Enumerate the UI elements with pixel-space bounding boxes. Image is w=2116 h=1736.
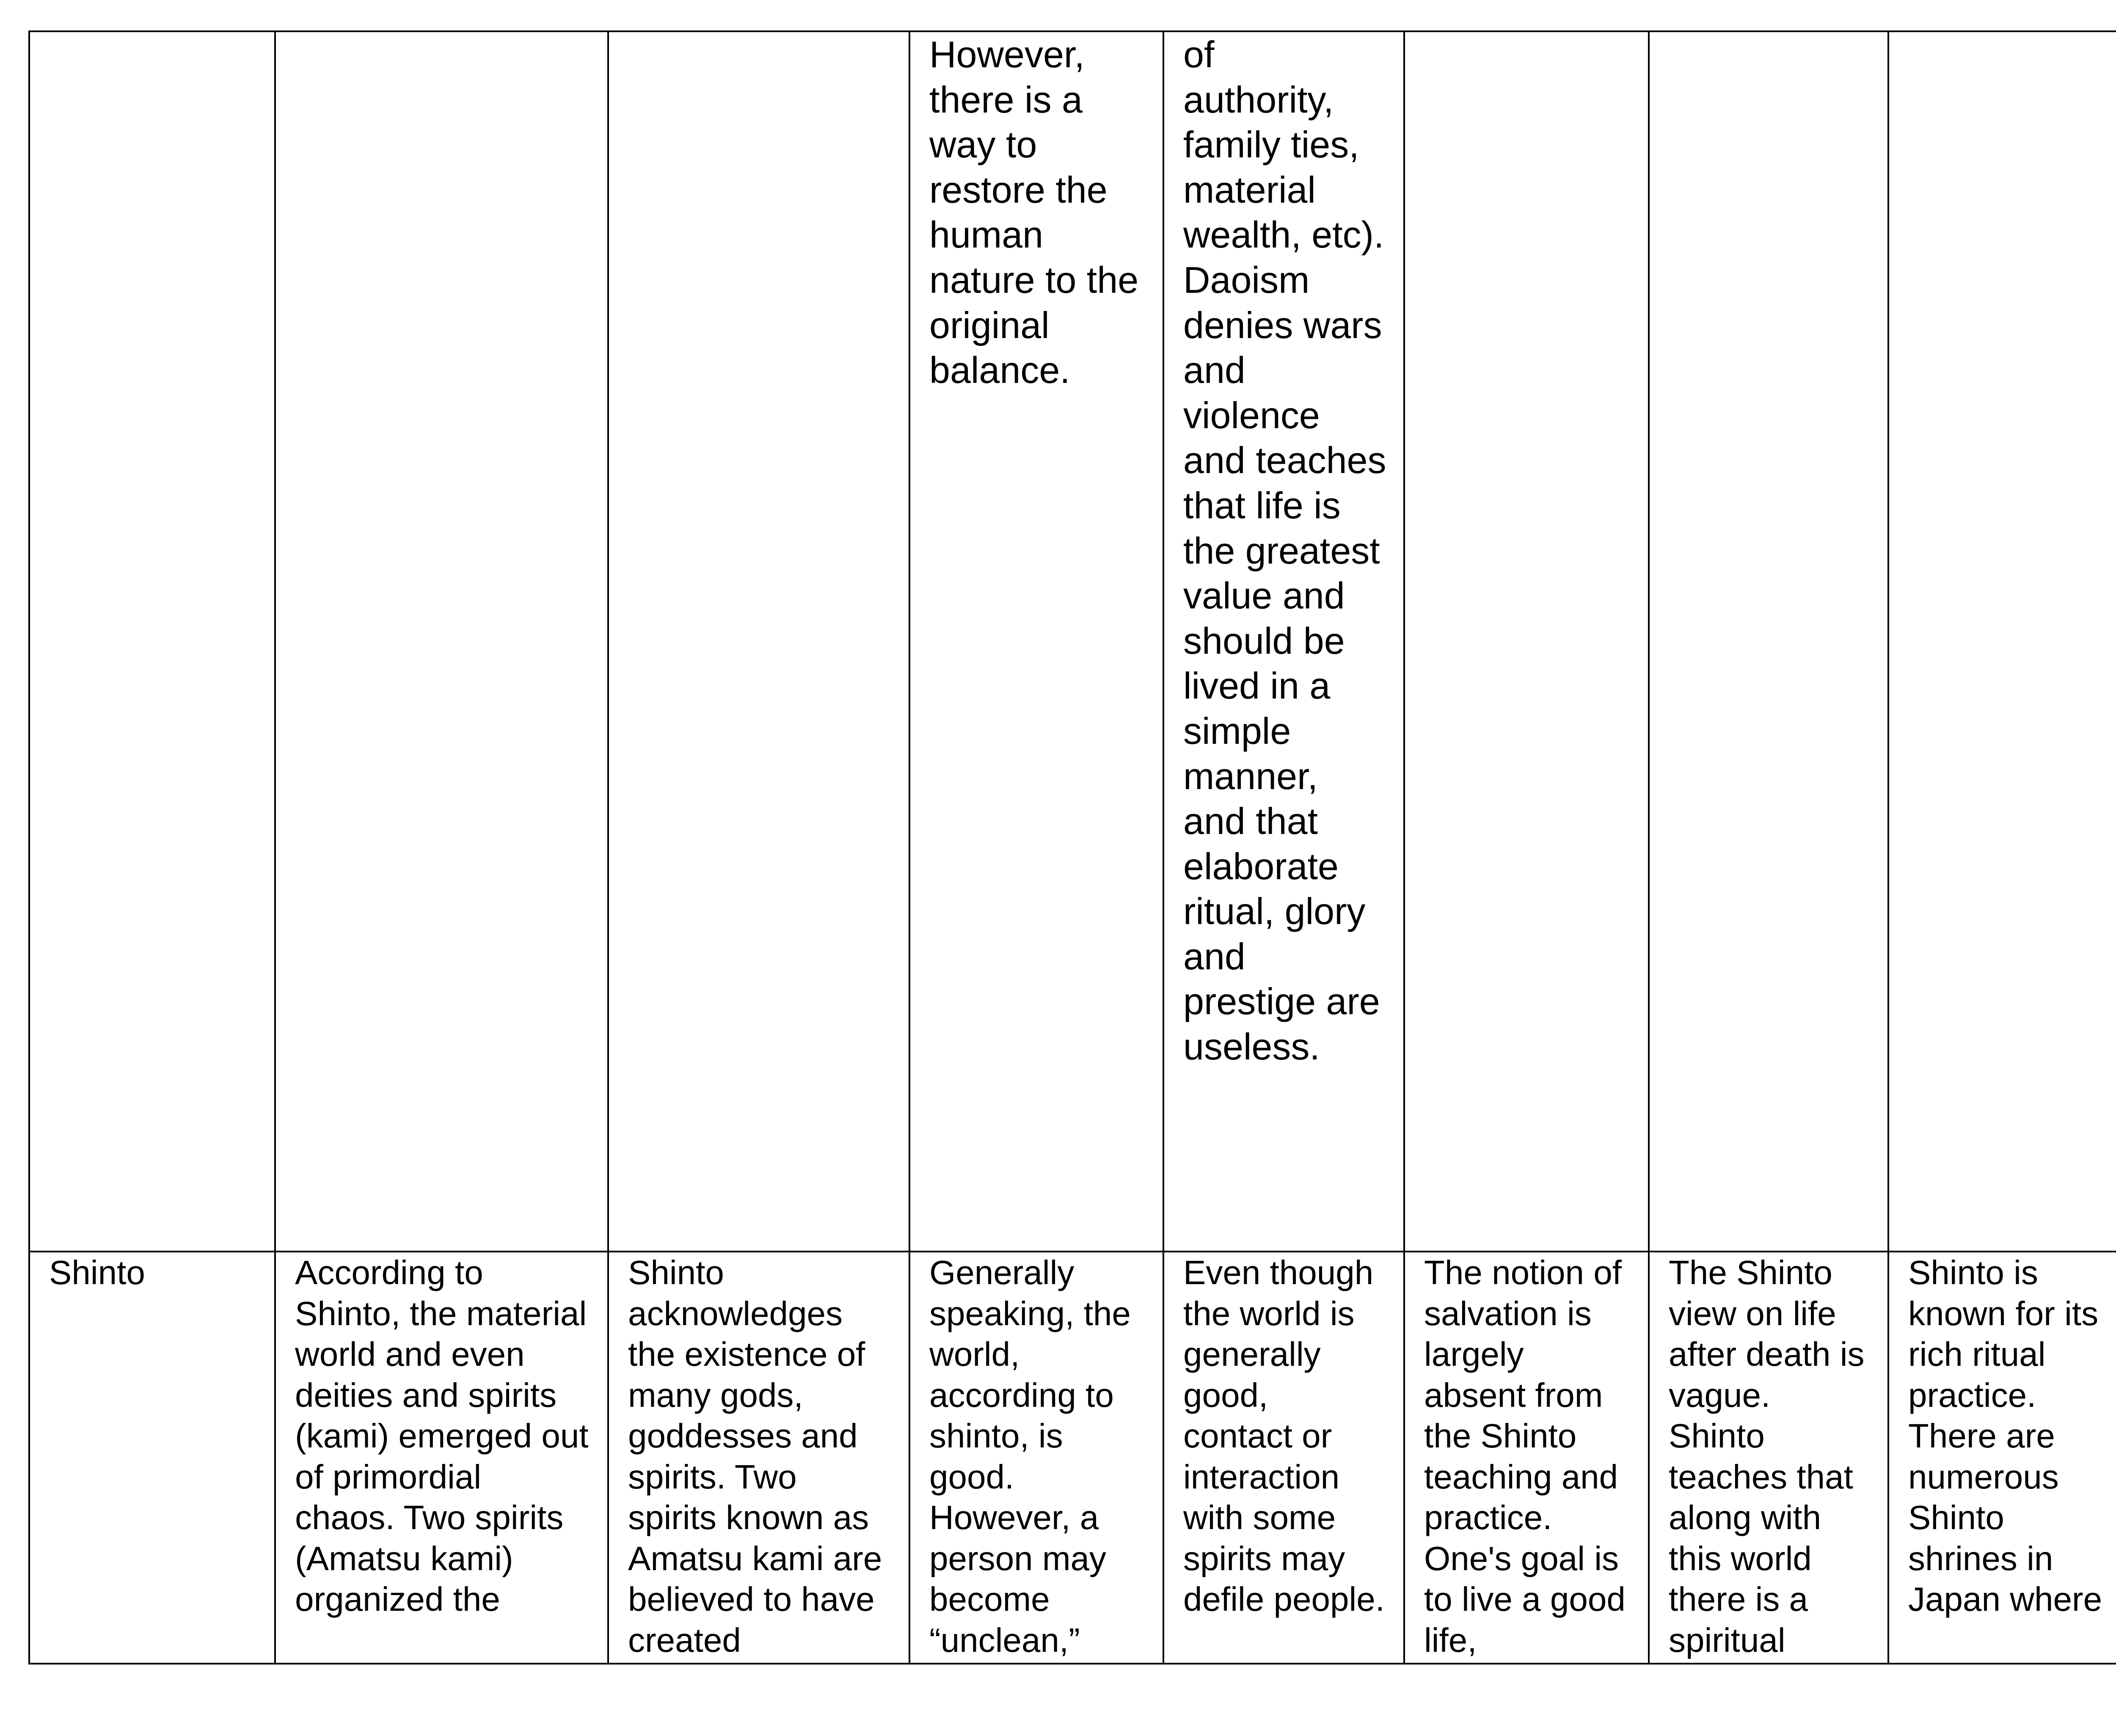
table-cell xyxy=(1163,1252,1404,1664)
cell-text: The notion of salvation is largely absent from the Shinto teaching and practice. One's goal is to live a good life, xyxy=(1424,1254,1626,1659)
comparison-table-container xyxy=(28,30,2116,1664)
cell-text: The Shinto view on life after death is vague. Shinto teaches that along with this world there is a spiritual xyxy=(1669,1254,1865,1659)
table-cell xyxy=(1888,31,2116,1252)
table-cell xyxy=(29,1252,275,1664)
cell-text: Even though the world is generally good, contact or interaction with some spirits may defile people. xyxy=(1183,1254,1385,1618)
table-cell xyxy=(1404,1252,1649,1664)
table-cell xyxy=(909,1252,1163,1664)
cell-text: Shinto is known for its rich ritual practice. There are numerous Shinto shrines in Japan where xyxy=(1908,1254,2102,1618)
cell-text: According to Shinto, the material world and even deities and spirits (kami) emerged out of primordial chaos. Two spirits (Amatsu kami) organized the xyxy=(295,1254,589,1618)
cell-text: Generally speaking, the world, according to shinto, is good. However, a person may become “unclean,” xyxy=(929,1254,1131,1659)
cell-text: However, there is a way to restore the human nature to the original balance. xyxy=(929,33,1139,391)
cell-text: of authority, family ties, material wealth, etc). Daoism denies wars and violence and teaches that life is the greatest value and should be lived in a simple manner, and that elaborate ritual, glory and prestige are useless. xyxy=(1183,33,1386,1068)
shinto-row xyxy=(29,1252,2116,1664)
daoism-continuation-row xyxy=(29,31,2116,1252)
table-cell xyxy=(1888,1252,2116,1664)
table-cell xyxy=(1649,1252,1888,1664)
table-cell xyxy=(1404,31,1649,1252)
religion-comparison-table xyxy=(28,30,2116,1664)
table-cell xyxy=(1649,31,1888,1252)
table-cell xyxy=(608,31,909,1252)
table-cell xyxy=(275,31,608,1252)
table-cell xyxy=(275,1252,608,1664)
table-cell xyxy=(909,31,1163,1252)
table-cell xyxy=(1163,31,1404,1252)
cell-text: Shinto acknowledges the existence of many gods, goddesses and spirits. Two spirits known as Amatsu kami are believed to have created xyxy=(628,1254,882,1659)
table-cell xyxy=(29,31,275,1252)
table-cell xyxy=(608,1252,909,1664)
row-label: Shinto xyxy=(49,1254,145,1291)
